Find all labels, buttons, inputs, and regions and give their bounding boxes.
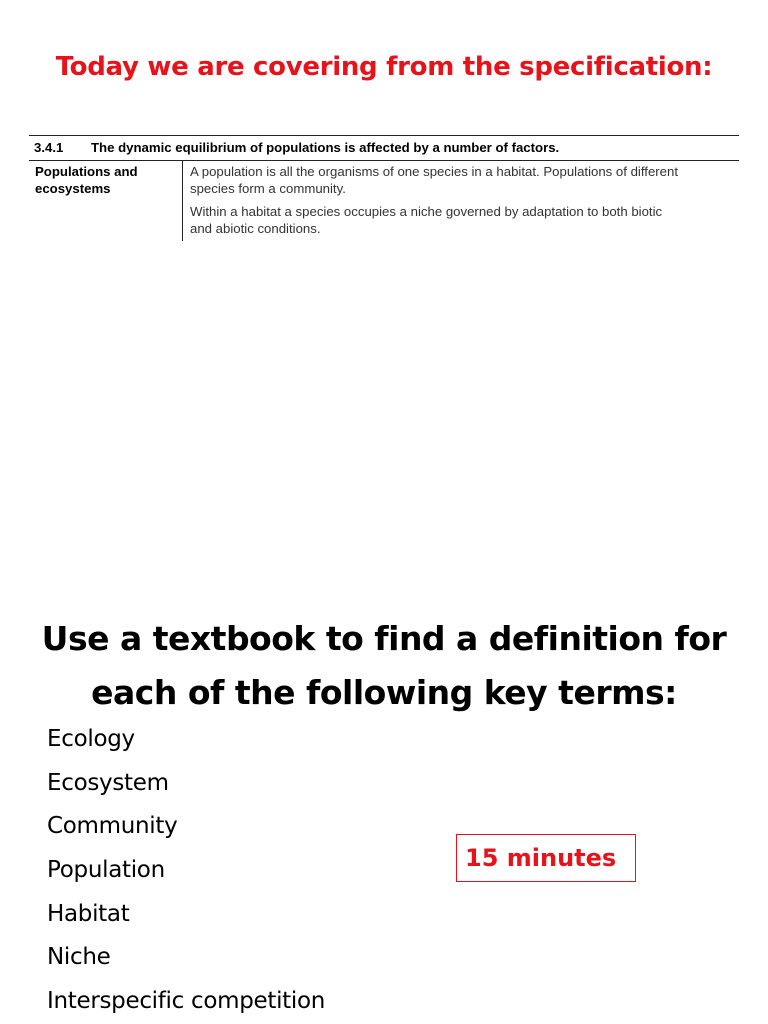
spec-paragraph-line: A population is all the organisms of one species in a habitat. Populations of different <box>190 164 679 179</box>
key-term: Niche <box>47 944 111 971</box>
task-title <box>0 612 768 720</box>
spec-header-row <box>29 135 739 161</box>
page-heading: Today we are covering from the specification: <box>55 52 713 82</box>
spec-topic <box>29 161 183 241</box>
task-title-line: each of the following key terms: <box>91 673 677 712</box>
spec-paragraph <box>190 163 735 197</box>
key-terms-list <box>47 718 325 1024</box>
spec-paragraph-line: species form a community. <box>190 181 346 196</box>
task-title-line: Use a textbook to find a definition for <box>41 619 727 658</box>
key-term: Ecology <box>47 726 135 752</box>
key-term: Habitat <box>47 900 130 927</box>
spec-paragraph-line: Within a habitat a species occupies a niche governed by adaptation to both biotic <box>190 204 663 219</box>
spec-topic-line: ecosystems <box>35 181 111 196</box>
timer-box: 15 minutes <box>456 834 636 882</box>
spec-paragraph <box>190 203 735 237</box>
spec-body-row <box>29 161 739 243</box>
key-term: Ecosystem <box>47 769 169 796</box>
spec-paragraph-line: and abiotic conditions. <box>190 221 321 236</box>
spec-title: The dynamic equilibrium of populations is affected by a number of factors. <box>91 140 560 155</box>
specification-table <box>29 135 739 243</box>
spec-description <box>183 161 735 243</box>
key-term: Interspecific competition <box>47 988 326 1015</box>
key-term: Community <box>47 813 178 840</box>
spec-number: 3.4.1 <box>34 140 64 155</box>
spec-topic-line: Populations and <box>35 164 138 179</box>
key-term: Population <box>47 857 165 884</box>
